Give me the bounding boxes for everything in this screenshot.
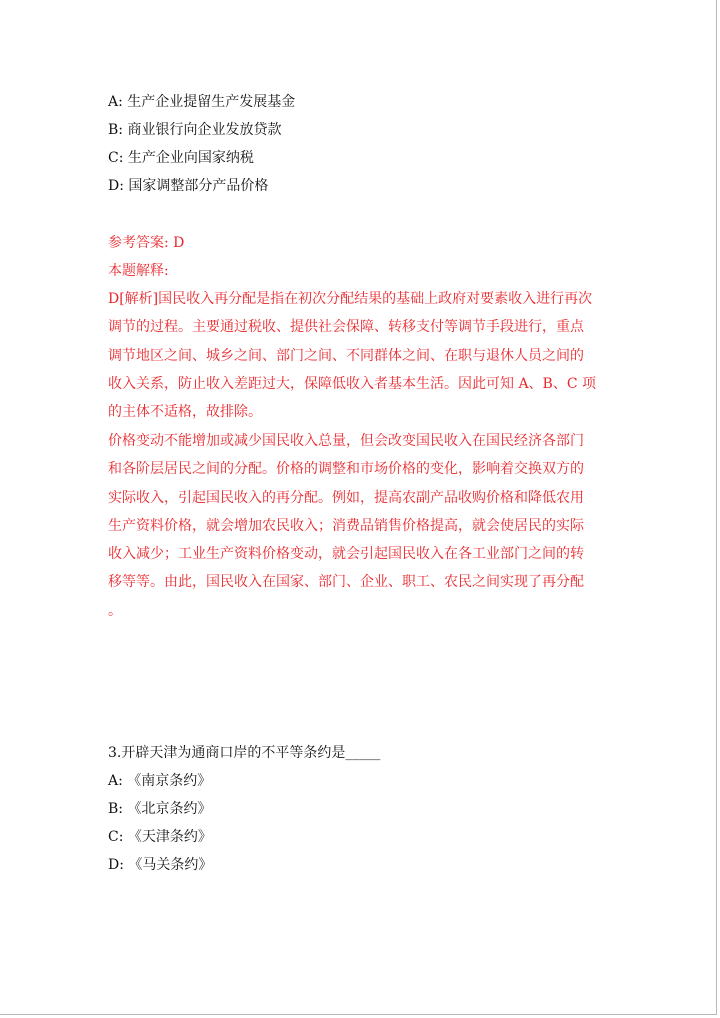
explanation-paragraph-1 — [108, 285, 608, 426]
q3-option-a: A: 《南京条约》 — [108, 773, 212, 789]
q3-option-d: D: 《马关条约》 — [108, 857, 213, 873]
explanation-line: 价格变动不能增加或减少国民收入总量，但会改变国民收入在国民经济各部门 — [108, 433, 584, 449]
q3-stem: 3.开辟天津为通商口岸的不平等条约是_____ — [108, 745, 381, 761]
q2-option-c: C: 生产企业向国家纳税 — [108, 150, 254, 166]
q2-option-a: A: 生产企业提留生产发展基金 — [108, 94, 296, 110]
reference-answer: 参考答案: D — [108, 235, 185, 251]
explanation-line: 收入关系，防止收入差距过大，保障低收入者基本生活。因此可知 A、B、C 项 — [108, 375, 597, 392]
q3-option-b: B: 《北京条约》 — [108, 801, 212, 817]
explanation-line: 调节的过程。主要通过税收、提供社会保障、转移支付等调节手段进行，重点 — [108, 319, 584, 336]
explanation-line: 和各阶层居民之间的分配。价格的调整和市场价格的变化，影响着交换双方的 — [108, 461, 584, 478]
q2-option-d: D: 国家调整部分产品价格 — [108, 178, 269, 194]
explanation-line: 收入减少；工业生产资料价格变动，就会引起国民收入在各工业部门之间的转 — [108, 546, 584, 563]
explanation-line: 实际收入，引起国民收入的再分配。例如，提高农副产品收购价格和降低农用 — [108, 489, 584, 506]
explanation-paragraph-2 — [108, 427, 608, 625]
explanation-line: 。 — [108, 602, 122, 619]
q2-option-b: B: 商业银行向企业发放贷款 — [108, 122, 282, 138]
explanation-line: 调节地区之间、城乡之间、部门之间、不同群体之间、在职与退休人员之间的 — [108, 347, 584, 364]
explanation-line: 生产资料价格，就会增加农民收入；消费品销售价格提高，就会使居民的实际 — [108, 517, 584, 534]
explanation-label: 本题解释: — [108, 263, 169, 279]
explanation-line: D[解析]国民收入再分配是指在初次分配结果的基础上政府对要素收入进行再次 — [108, 291, 593, 307]
explanation-line: 的主体不适格，故排除。 — [108, 404, 262, 421]
explanation-line: 移等等。由此，国民收入在国家、部门、企业、职工、农民之间实现了再分配 — [108, 574, 584, 591]
q3-option-c: C: 《天津条约》 — [108, 829, 212, 845]
